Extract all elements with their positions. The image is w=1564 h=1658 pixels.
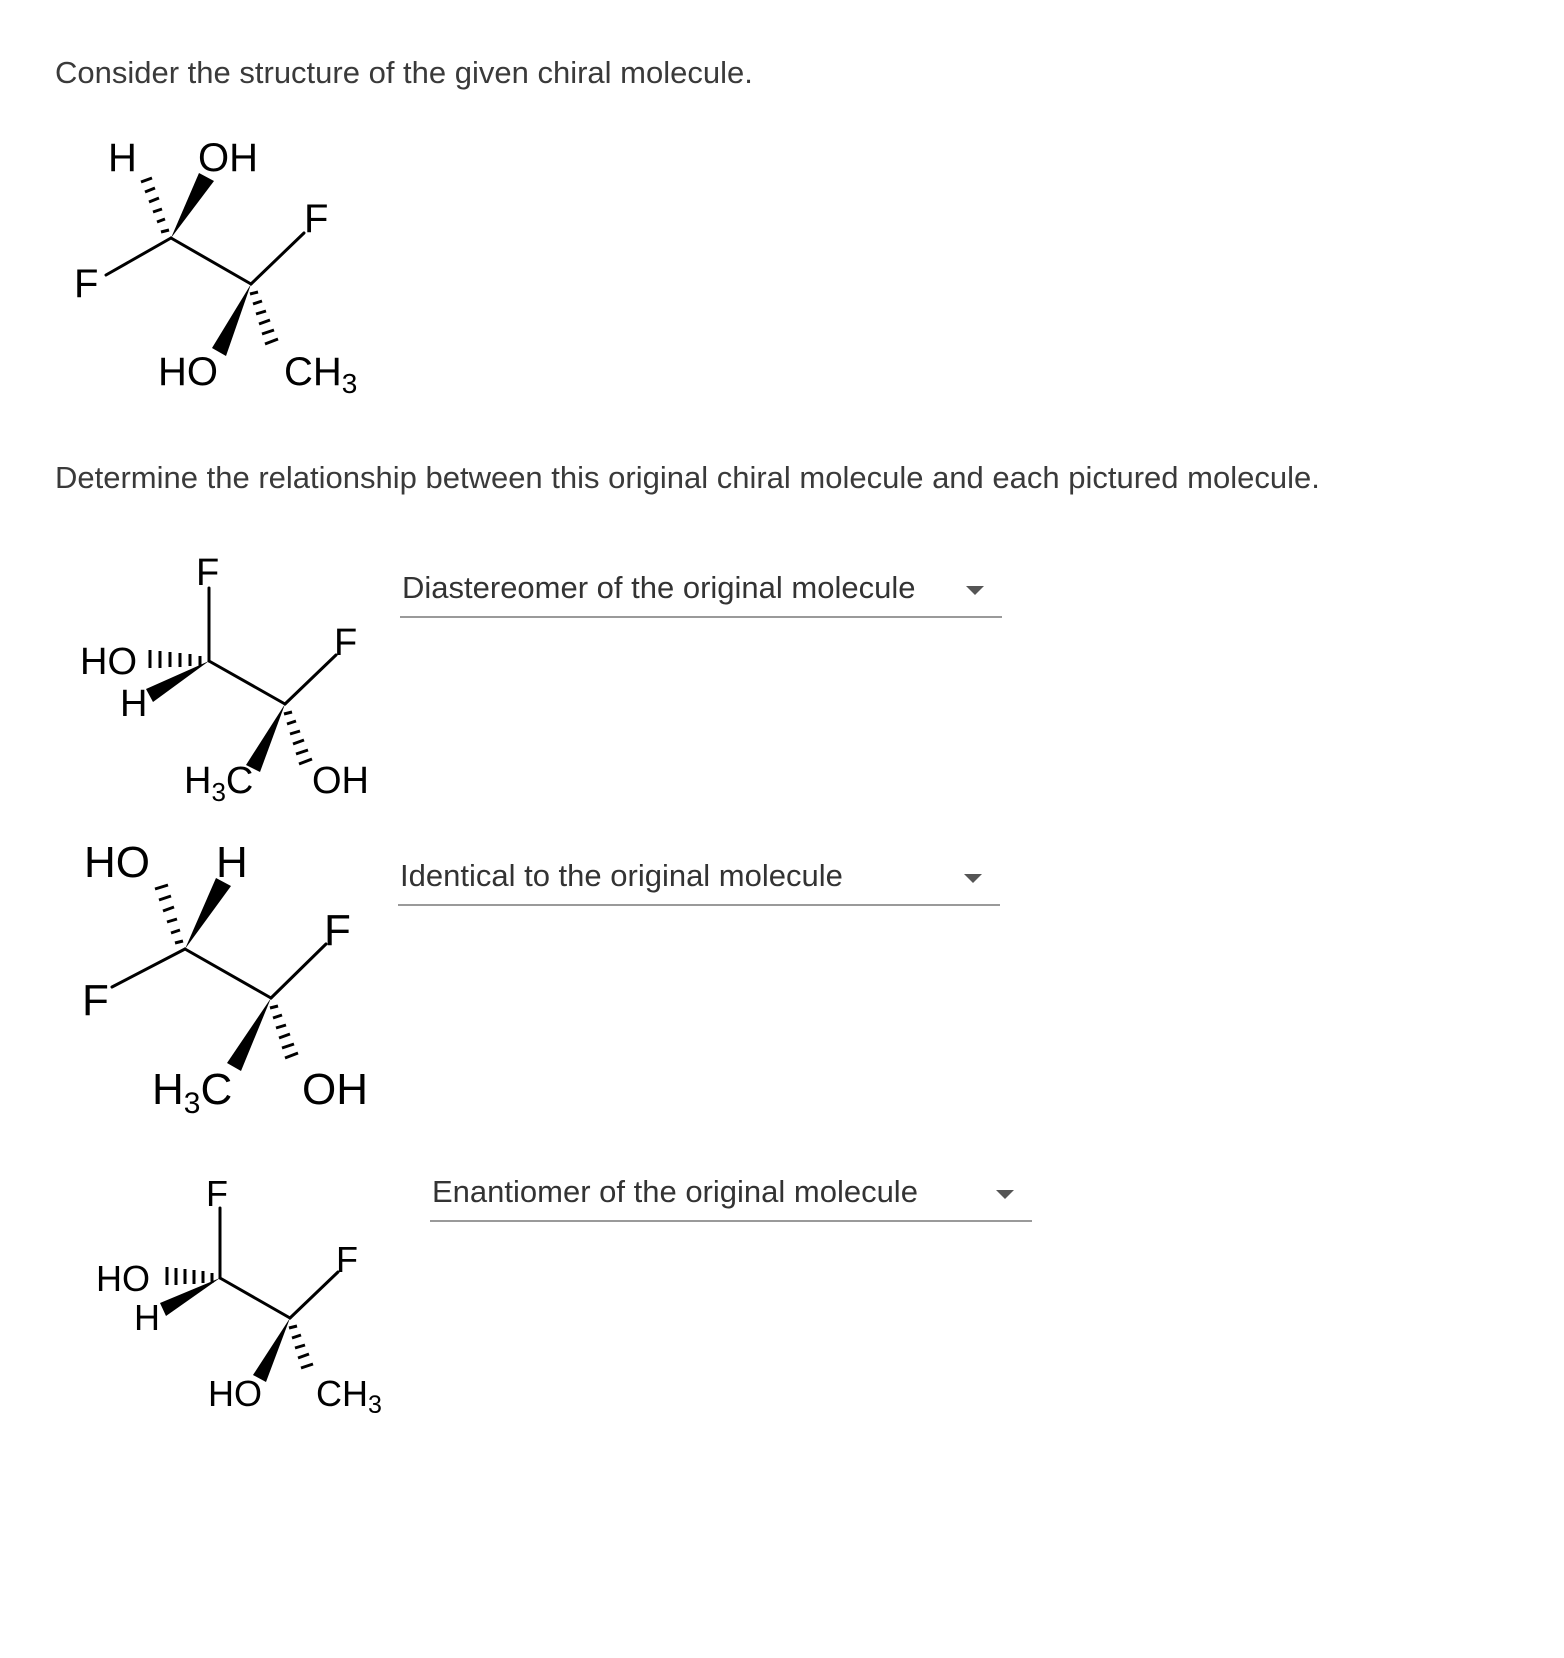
atom-label-oh: OH — [198, 136, 258, 180]
bond-c1-c2 — [185, 949, 271, 998]
atom-label-ho: HO — [158, 350, 218, 394]
bond-c2-f — [251, 233, 304, 284]
atom-label-oh: OH — [302, 1065, 368, 1114]
atom-label-ho: HO — [84, 838, 150, 887]
bond-f-c1 — [106, 238, 171, 275]
relationship-dropdown-1-value: Diastereomer of the original molecule — [402, 570, 916, 605]
atom-label-f-top: F — [206, 1173, 228, 1214]
atom-label-ch3: $CH_3$ — [284, 350, 358, 399]
wedge-c1-h — [185, 878, 231, 949]
atom-label-ho-bottom: HO — [208, 1373, 262, 1414]
hash-c2-ch3 — [289, 1326, 313, 1368]
atom-label-ch3: CH3 — [316, 1373, 382, 1419]
question-intro-text: Consider the structure of the given chiral molecule. — [55, 55, 753, 90]
atom-label-h: H — [108, 136, 137, 180]
atom-label-f-right: F — [304, 197, 329, 241]
atom-label-h3c: $H_3C$ — [184, 760, 254, 807]
wedge-c1-h — [160, 1278, 220, 1316]
hash-c1-ho — [150, 650, 200, 668]
atom-label-f-right: F — [334, 622, 358, 664]
atom-label-ho: HO — [96, 1258, 150, 1299]
bond-f-c1 — [112, 949, 185, 987]
relationship-dropdown-2[interactable] — [398, 850, 1000, 906]
atom-label-h: H — [134, 1297, 160, 1338]
bond-c2-f — [285, 655, 336, 704]
bond-c2-f — [290, 1272, 338, 1318]
relationship-dropdown-2-value: Identical to the original molecule — [400, 858, 843, 893]
atom-label-f-top: F — [196, 552, 220, 594]
relationship-dropdown-3-value: Enantiomer of the original molecule — [432, 1174, 918, 1209]
wedge-c1-h — [146, 661, 209, 702]
chevron-down-icon — [996, 1190, 1014, 1199]
atom-label-f-right: F — [324, 906, 351, 955]
bond-c1-c2 — [171, 238, 251, 284]
original-molecule-structure — [0, 120, 400, 410]
atom-label-ho: HO — [80, 641, 137, 683]
molecule-3-structure — [0, 1160, 420, 1420]
relationship-dropdown-3[interactable] — [430, 1166, 1032, 1222]
atom-label-f-left: F — [82, 976, 109, 1025]
atom-label-oh: OH — [312, 760, 369, 802]
atom-label-h: H — [120, 683, 148, 725]
hash-c2-oh — [270, 1006, 298, 1058]
wedge-c2-h3c — [227, 998, 271, 1071]
hash-c2-oh — [284, 712, 312, 764]
chevron-down-icon — [966, 586, 984, 595]
hash-c1-ho — [155, 885, 183, 943]
wedge-c1-oh — [171, 173, 214, 238]
bond-c1-c2 — [209, 661, 285, 704]
molecule-2-structure — [0, 830, 400, 1120]
hash-c1-h — [141, 178, 169, 232]
bond-c2-f — [271, 944, 326, 998]
atom-label-h3c: $H_3C$ — [152, 1065, 233, 1120]
chevron-down-icon — [964, 874, 982, 883]
bond-c1-c2 — [220, 1278, 290, 1318]
atom-label-f-left: F — [74, 262, 99, 306]
atom-label-f-right: F — [336, 1239, 358, 1280]
hash-c1-ho — [167, 1267, 212, 1285]
atom-label-h: H — [216, 838, 248, 887]
molecule-1-structure — [0, 540, 400, 810]
hash-c2-ch3 — [250, 292, 278, 344]
relationship-dropdown-1[interactable] — [400, 562, 1002, 618]
wedge-c2-ho — [212, 284, 251, 356]
question-instruction-text: Determine the relationship between this original chiral molecule and each pictured molecule. — [55, 460, 1320, 495]
